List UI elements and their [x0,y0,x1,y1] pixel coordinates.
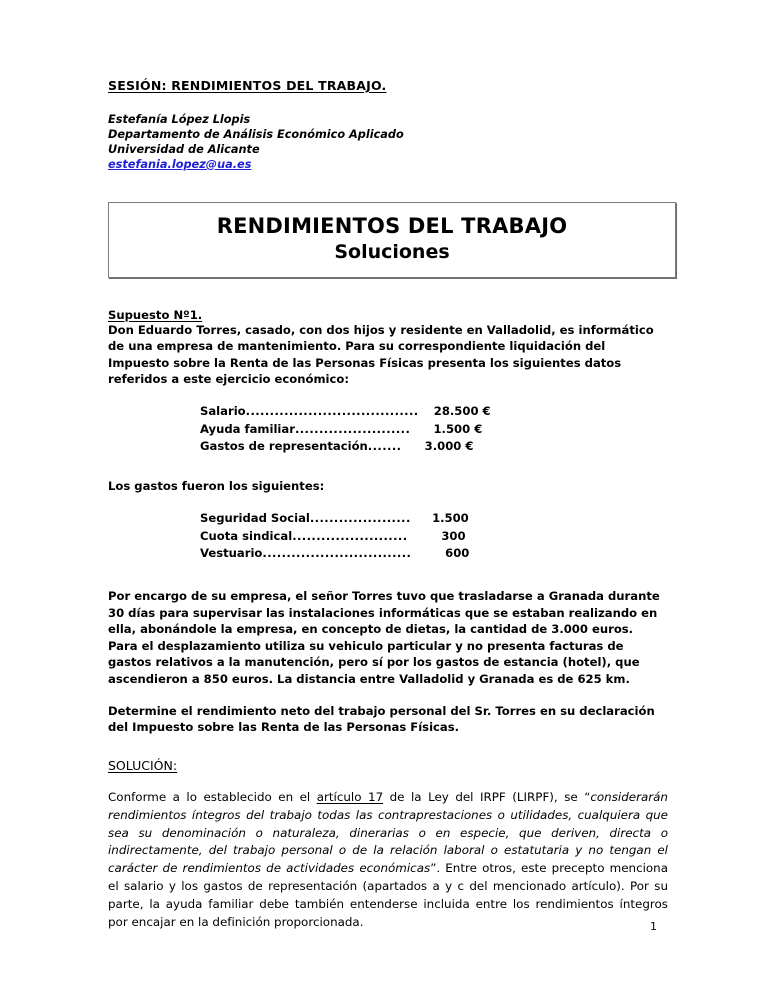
expense-label: Vestuario [200,545,263,560]
dot-leader: ..................... [309,511,411,526]
expense-label: Cuota sindical [200,528,293,543]
author-name: Estefanía López Llopis [108,112,251,126]
income-value: 28.500 € [433,404,491,419]
list-item [108,438,668,455]
income-label: Salario [200,404,246,419]
author-institution: Universidad de Alicante [108,142,260,156]
dot-leader: ............................... [262,545,412,560]
article-reference: artículo 17 [316,789,384,804]
law-quotation: considerarán rendimientos íntegros del trabajo todas las contraprestaciones o utilidades, cualquiera que sea su denominación o naturaleza, dinerarias o en especie, que deriven, directa o indirectamente, del trabajo personal o de la relación laboral o estatutaria y no tengan el carácter de rendimientos de actividades económicas [108,789,668,876]
author-block [108,112,668,172]
expense-value: 600 [445,545,470,560]
dot-leader: .................................... [245,404,419,419]
travel-paragraph-2: Para el desplazamiento utiliza su vehiculo particular y no presenta facturas de gastos relativos a la manutención, pero sí por los gastos de estancia (hotel), que ascendieron a 850 euros. La distancia entre Valladolid y Granada es de 625 km. [108,638,640,686]
document-subtitle: Soluciones [334,240,450,263]
list-item [108,403,668,420]
solution-paragraph [108,789,668,932]
case-question: Determine el rendimiento neto del trabajo personal del Sr. Torres en su declaración del Impuesto sobre las Renta de las Personas Físicas. [108,704,655,735]
solution-text-a: Conforme a lo establecido en el [108,789,317,804]
case-intro-paragraph: Don Eduardo Torres, casado, con dos hijos y residente en Valladolid, es informático de una empresa de mantenimiento. Para su correspondiente liquidación del Impuesto sobre la Renta de las Personas Físicas presenta los siguientes datos referidos a este ejercicio económico: [108,322,654,387]
solution-text-b: de la Ley del IRPF (LIRPF), se “ [383,789,591,804]
title-box [108,202,676,278]
travel-paragraph-1: Por encargo de su empresa, el señor Torres tuvo que trasladarse a Granada durante 30 días para supervisar las instalaciones informáticas que se estaban realizando en ella, abonándole la empresa, en concepto de dietas, la cantidad de 3.000 euros. [108,589,660,637]
dot-leader: ........................ [292,528,408,543]
author-department: Departamento de Análisis Económico Aplicado [108,127,404,141]
solution-text-c: ”. Entre otros, este precepto menciona el salario y los gastos de representación (apartados a y c del mencionado artículo). Por su parte, la ayuda familiar debe también entenderse incluida entre los rendimientos íntegros por encajar en la definición proporcionada. [108,861,669,929]
list-item [108,421,668,438]
dot-leader: ........................ [294,421,411,436]
income-label: Ayuda familiar [200,421,295,436]
document-main-title: RENDIMIENTOS DEL TRABAJO [216,213,568,238]
page-number: 1 [650,920,657,933]
author-email-link[interactable]: estefania.lopez@ua.es [108,157,252,171]
expense-value: 300 [441,528,466,543]
document-content [108,78,668,932]
list-item [108,545,668,562]
list-item [108,510,668,527]
case-label: Supuesto Nº1. [108,307,203,322]
list-item [108,528,668,545]
session-title: SESIÓN: RENDIMIENTOS DEL TRABAJO. [108,78,387,93]
income-value: 1.500 € [433,421,483,436]
solution-heading: SOLUCIÓN: [108,757,178,773]
income-value: 3.000 € [424,439,474,454]
income-list [108,403,668,455]
expenses-list [108,510,668,562]
expense-value: 1.500 [432,511,469,526]
dot-leader: ....... [367,439,402,454]
expenses-intro: Los gastos fueron los siguientes: [108,478,325,493]
expense-label: Seguridad Social [200,511,310,526]
income-label: Gastos de representación [200,439,368,454]
